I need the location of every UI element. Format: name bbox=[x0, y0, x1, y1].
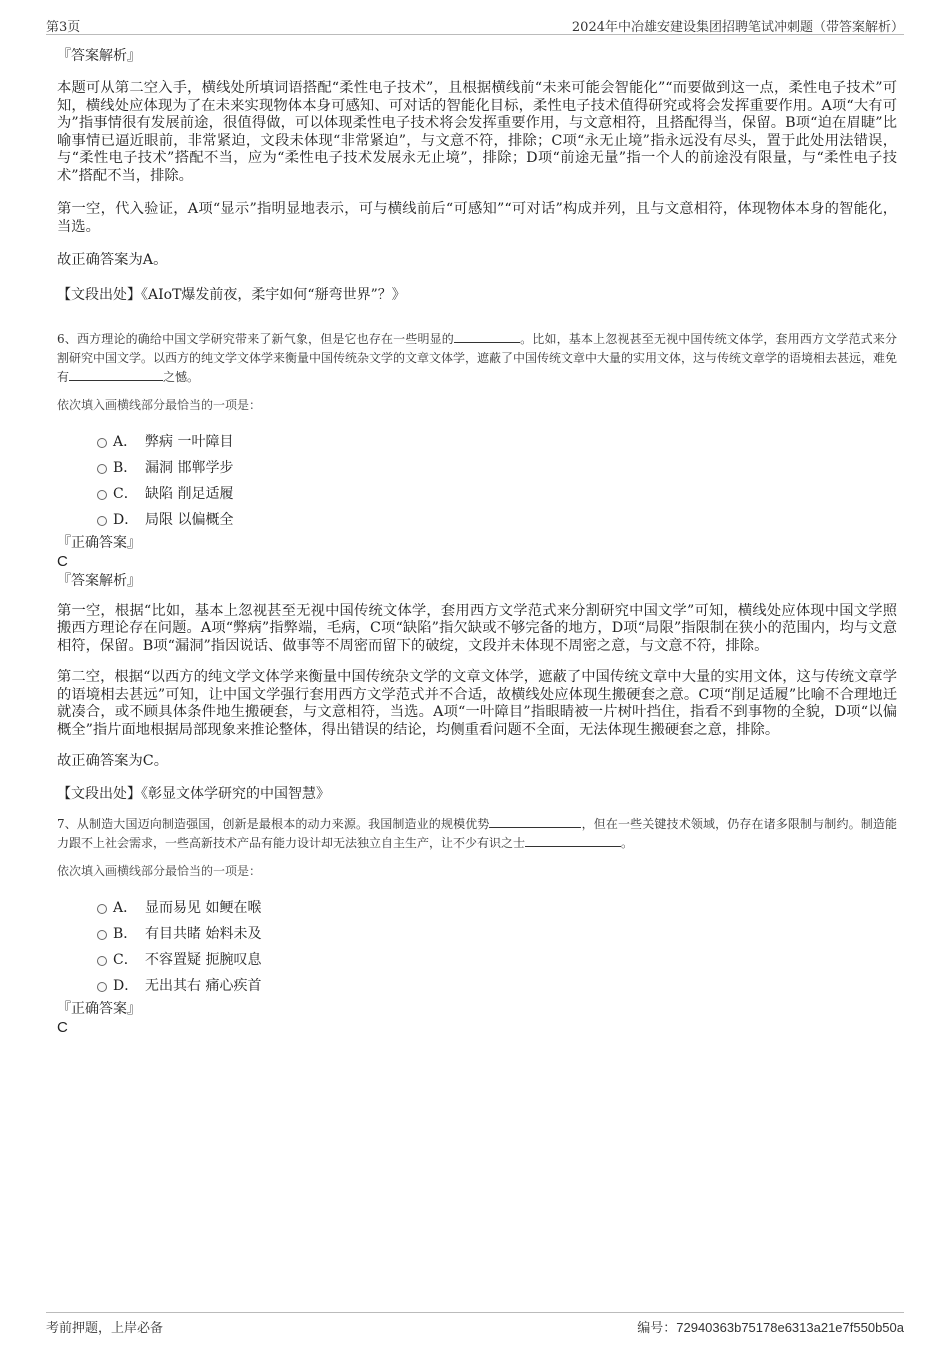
page-content bbox=[57, 46, 897, 1037]
analysis-conclusion: 故正确答案为A。 bbox=[57, 252, 168, 268]
option-a[interactable]: A． 弊病 一叶障目 bbox=[95, 429, 897, 455]
radio-button[interactable] bbox=[97, 438, 107, 448]
radio-button[interactable] bbox=[97, 516, 107, 526]
analysis-paragraph: 第一空，代入验证，A项“显示”指明显地表示，可与横线前后“可感知”“可对话”构成并列，且与文意相符，体现物体本身的智能化，当选。 bbox=[57, 201, 897, 235]
analysis-conclusion: 故正确答案为C。 bbox=[57, 753, 169, 769]
correct-answer-label: 『正确答案』 bbox=[57, 534, 141, 551]
question-6-stem: 6、西方理论的确给中国文学研究带来了新气象，但是它也存在一些明显的 。比如，基本上忽视甚至无视中国传统文体学，套用西方文学范式来分割研究中国文学。以西方的纯文学文体学来衡量中国传统杂文学的文章文体学，遮蔽了中国传统文章中大量的实用文体，这与传统文章学的语境相去甚远，难免有 之憾。 bbox=[57, 331, 898, 384]
footer-slogan: 考前押题，上岸必备 bbox=[46, 1321, 164, 1336]
source-citation: 【文段出处】《AIoT爆发前夜，柔宇如何“掰弯世界”？》 bbox=[57, 286, 406, 303]
document-title: 2024年中冶雄安建设集团招聘笔试冲刺题（带答案解析） bbox=[571, 20, 904, 35]
analysis-paragraph: 第二空，根据“以西方的纯文学文体学来衡量中国传统杂文学的文章文体学，遮蔽了中国传统文章中大量的实用文体，这与传统文章学的语境相去甚远”可知，让中国文学强行套用西方文学范式并不合适，故横线处应体现生搬硬套之意。C项“削足适履”比喻不合理地迁就凑合，或不顾具体条件地生搬硬套，与文意相符，当选。A项“一叶障目”指眼睛被一片树叶挡住，指看不到事物的全貌，D项“以偏概全”指片面地根据局部现象来推论整体，得出错误的结论，均侧重看问题不全面，无法体现生搬硬套之意，排除。 bbox=[57, 669, 897, 738]
option-d[interactable]: D． 局限 以偏概全 bbox=[95, 507, 897, 533]
option-b[interactable]: B． 漏洞 邯郸学步 bbox=[95, 455, 897, 481]
analysis-label: 『答案解析』 bbox=[57, 48, 141, 64]
page-footer bbox=[46, 1312, 904, 1335]
fill-blank bbox=[69, 368, 163, 381]
page-number: 第3页 bbox=[46, 20, 81, 35]
question-instruction: 依次填入画横线部分最恰当的一项是： bbox=[57, 397, 262, 412]
document-code: 编号：72940363b75178e6313a21e7f550b50a bbox=[637, 1320, 904, 1336]
fill-blank bbox=[454, 330, 520, 343]
option-d[interactable]: D． 无出其右 痛心疾首 bbox=[95, 973, 897, 999]
source-citation: 【文段出处】《彰显文体学研究的中国智慧》 bbox=[57, 785, 330, 802]
fill-blank bbox=[525, 834, 621, 847]
option-b[interactable]: B． 有目共睹 始料未及 bbox=[95, 921, 897, 947]
radio-button[interactable] bbox=[97, 930, 107, 940]
correct-answer: C bbox=[57, 552, 68, 570]
radio-button[interactable] bbox=[97, 490, 107, 500]
analysis-label: 『答案解析』 bbox=[57, 572, 141, 589]
radio-button[interactable] bbox=[97, 464, 107, 474]
question-instruction: 依次填入画横线部分最恰当的一项是： bbox=[57, 863, 262, 878]
correct-answer: C bbox=[57, 1018, 68, 1036]
option-c[interactable]: C． 不容置疑 扼腕叹息 bbox=[95, 947, 897, 973]
page-header bbox=[46, 14, 904, 35]
correct-answer-label: 『正确答案』 bbox=[57, 1000, 141, 1017]
radio-button[interactable] bbox=[97, 982, 107, 992]
question-7-stem: 7、从制造大国迈向制造强国，创新是最根本的动力来源。我国制造业的规模优势 ，但在一些关键技术领域，仍存在诸多限制与制约。制造能力跟不上社会需求，一些高新技术产品有能力设计却无法独立自主生产，让不少有识之士 。 bbox=[57, 816, 897, 850]
option-a[interactable]: A． 显而易见 如鲠在喉 bbox=[95, 895, 897, 921]
analysis-paragraph: 第一空，根据“比如，基本上忽视甚至无视中国传统文体学，套用西方文学范式来分割研究中国文学”可知，横线处应体现中国文学照搬西方理论存在问题。A项“弊病”指弊端，毛病，C项“缺陷”指欠缺或不够完备的地方，D项“局限”指限制在狭小的范围内，均与文意相符，保留。B项“漏洞”指因说话、做事等不周密而留下的破绽，文段并未体现不周密之意，与文意不符，排除。 bbox=[57, 602, 897, 654]
fill-blank bbox=[489, 815, 581, 828]
option-c[interactable]: C． 缺陷 削足适履 bbox=[95, 481, 897, 507]
radio-button[interactable] bbox=[97, 904, 107, 914]
radio-button[interactable] bbox=[97, 956, 107, 966]
analysis-paragraph: 本题可从第二空入手，横线处所填词语搭配“柔性电子技术”，且根据横线前“未来可能会智能化”“而要做到这一点，柔性电子技术”可知，横线处应体现为了在未来实现物体本身可感知、可对话的智能化目标，柔性电子技术值得研究或将会发挥重要作用。A项“大有可为”指事情很有发展前途，很值得做，可以体现柔性电子技术将会发挥重要作用，与文意相符，且搭配得当，保留。B项“迫在眉睫”比喻事情已逼近眼前，非常紧迫，文段未体现“非常紧迫”，与文意不符，排除；C项“永无止境”指永远没有尽头，置于此处用法错误，与“柔性电子技术”搭配不当，应为“柔性电子技术发展永无止境”，排除；D项“前途无量”指一个人的前途没有限量，与“柔性电子技术”搭配不当，排除。 bbox=[57, 80, 897, 184]
